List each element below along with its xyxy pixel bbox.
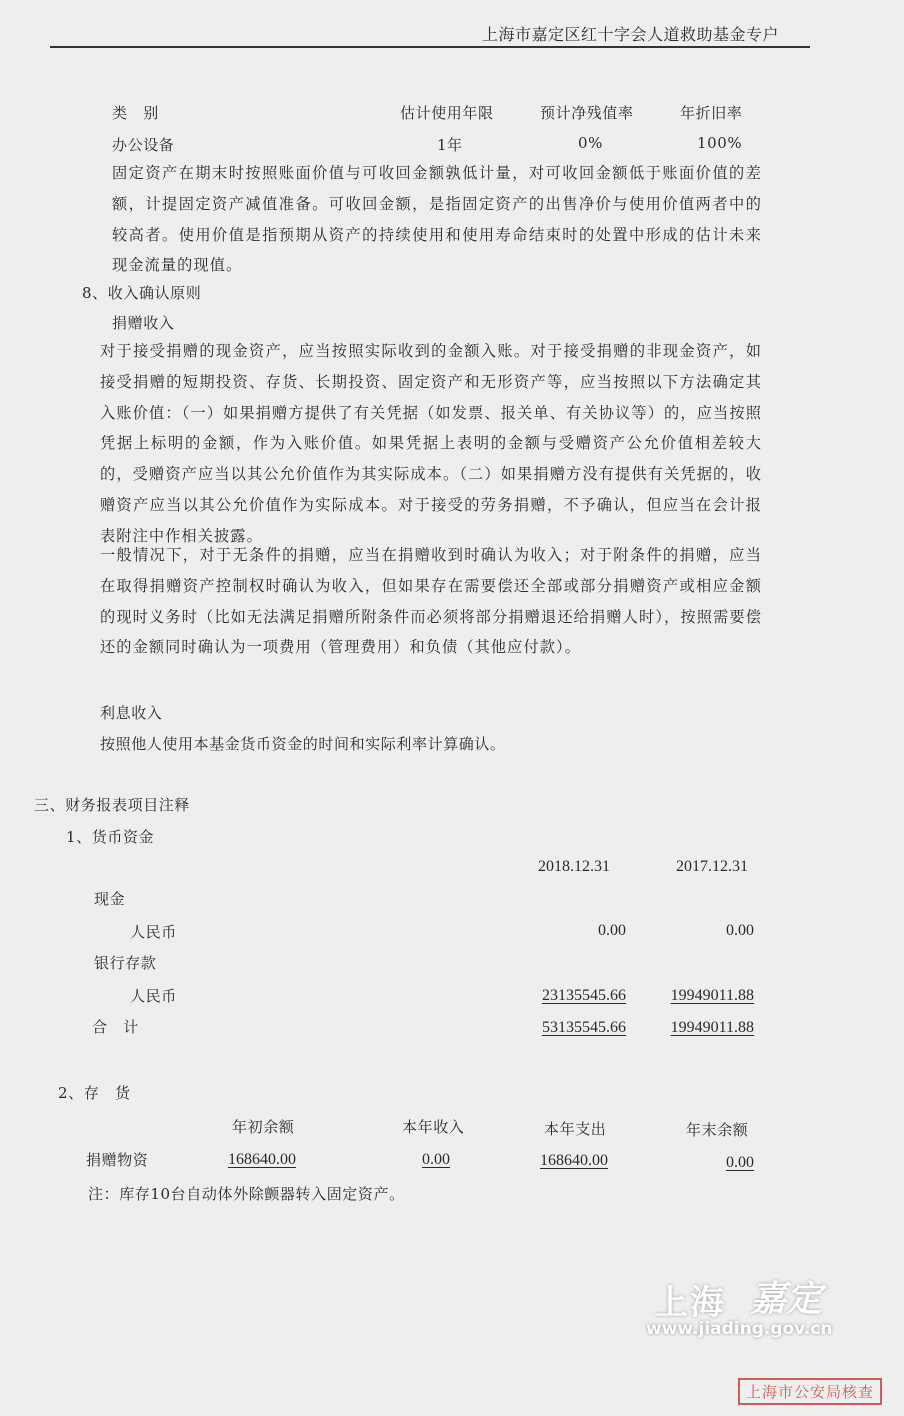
donation-paragraph-1: 对于接受捐赠的现金资产，应当按照实际收到的金额入账。对于接受捐赠的非现金资产，如接受捐赠的短期投资、存货、长期投资、固定资产和无形资产等，应当按照以下方法确定其入账价值：（一）如果捐赠方提供了有关凭据（如发票、报关单、有关协议等）的，应当按照凭据上标明的金额，作为入账价值。如果凭据上表明的金额与受赠资产公允价值相差较大的，受赠资产应当以其公允价值作为其实际成本。（二）如果捐赠方没有提供有关凭据的，收赠资产应当以其公允价值作为实际成本。对于接受的劳务捐赠，不予确认，但应当在会计报表附注中作相关披露。	[100, 342, 762, 545]
interest-income-paragraph: 按照他人使用本基金货币资金的时间和实际利率计算确认。	[100, 735, 506, 753]
asset-col-category: 类 别	[112, 104, 159, 122]
inventory-col-closing: 年末余额	[686, 1121, 749, 1139]
section3-title: 三、财务报表项目注释	[34, 796, 191, 814]
section8-title: 8、收入确认原则	[82, 284, 202, 302]
asset-row-rate: 100%	[697, 134, 743, 152]
inventory-title: 2、存 货	[58, 1084, 131, 1102]
cash-rmb-2018: 0.00	[598, 922, 626, 939]
cash-rmb-2017: 0.00	[726, 922, 754, 939]
inventory-closing-value: 0.00	[726, 1154, 754, 1171]
donation-income-title: 捐赠收入	[112, 314, 175, 332]
inventory-col-expense: 本年支出	[544, 1120, 607, 1138]
bank-rmb-label: 人民币	[130, 987, 177, 1005]
asset-col-life: 估计使用年限	[400, 104, 494, 122]
bank-deposit-label: 银行存款	[94, 954, 157, 972]
watermark-url: www.jiading.gov.cn	[646, 1319, 833, 1339]
watermark-main-text: 上海	[654, 1283, 726, 1323]
impairment-paragraph: 固定资产在期末时按照账面价值与可收回金额孰低计量，对可收回金额低于账面价值的差额，计提固定资产减值准备。可收回金额，是指固定资产的出售净价与使用价值两者中的较高者。使用价值是指预期从资产的持续使用和使用寿命结束时的处置中形成的估计未来现金流量的现值。	[112, 164, 762, 275]
bank-rmb-2018: 23135545.66	[542, 987, 626, 1004]
asset-row-life: 1年	[437, 136, 463, 154]
jiading-watermark-logo	[646, 1275, 846, 1345]
watermark-script-text: 嘉定	[750, 1278, 823, 1320]
inventory-row-label: 捐赠物资	[86, 1151, 149, 1169]
cash-section-title: 1、货币资金	[66, 828, 155, 846]
cash-rmb-label: 人民币	[130, 923, 177, 941]
total-2017: 19949011.88	[670, 1019, 754, 1036]
inventory-col-income: 本年收入	[402, 1118, 465, 1136]
bank-rmb-2017: 19949011.88	[670, 987, 754, 1004]
inventory-note: 注：库存10台自动体外除颤器转入固定资产。	[88, 1185, 405, 1203]
total-label: 合 计	[92, 1018, 139, 1036]
asset-row-category: 办公设备	[112, 136, 175, 154]
header-rule	[50, 46, 810, 48]
page-header-org: 上海市嘉定区红十字会人道救助基金专户	[482, 25, 780, 44]
inventory-col-opening: 年初余额	[232, 1118, 295, 1136]
donation-paragraph-2: 一般情况下，对于无条件的捐赠，应当在捐赠收到时确认为收入；对于附条件的捐赠，应当在取得捐赠资产控制权时确认为收入，但如果存在需要偿还全部或部分捐赠资产或相应金额的现时义务时（比如无法满足捐赠所附条件而必须将部分捐赠退还给捐赠人时），按照需要偿还的金额同时确认为一项费用（管理费用）和负债（其他应付款）。	[100, 546, 762, 657]
asset-row-residual: 0%	[578, 134, 603, 152]
asset-col-rate: 年折旧率	[680, 104, 743, 122]
cash-col-2017: 2017.12.31	[676, 858, 748, 875]
cash-label: 现金	[94, 890, 126, 908]
asset-col-residual: 预计净残值率	[540, 104, 634, 122]
inventory-opening-value: 168640.00	[228, 1151, 296, 1168]
inventory-expense-value: 168640.00	[540, 1152, 608, 1169]
total-2018: 53135545.66	[542, 1019, 626, 1036]
inventory-income-value: 0.00	[422, 1151, 450, 1168]
verification-stamp: 上海市公安局核查	[738, 1378, 882, 1405]
cash-col-2018: 2018.12.31	[538, 858, 610, 875]
interest-income-title: 利息收入	[100, 704, 163, 722]
